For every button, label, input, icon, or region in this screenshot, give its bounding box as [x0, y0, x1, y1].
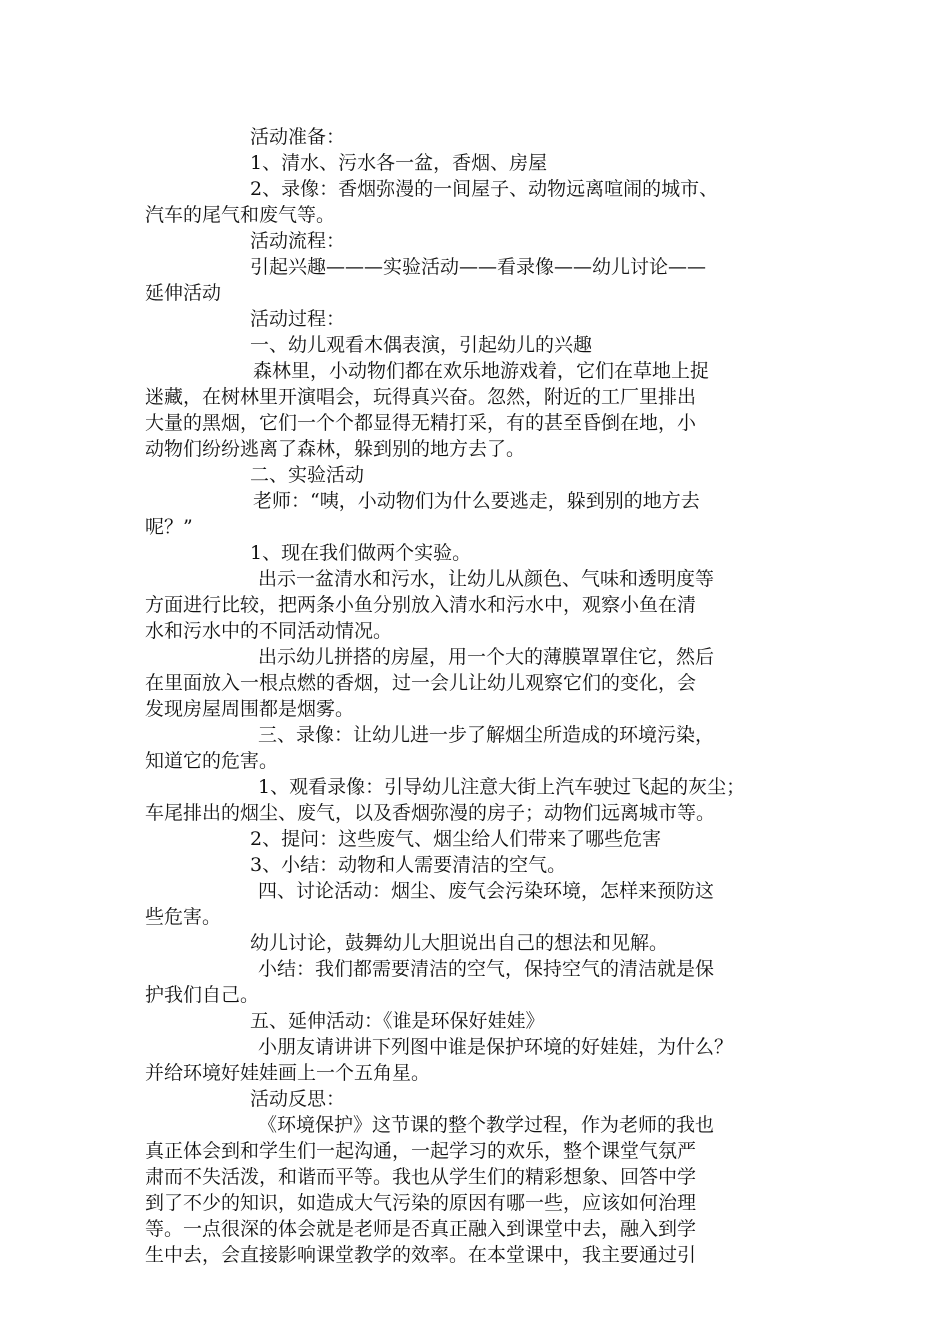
paragraph-line: 2、提问：这些废气、烟尘给人们带来了哪些危害	[250, 828, 662, 850]
paragraph-line: 水和污水中的不同活动情况。	[145, 620, 393, 642]
paragraph-line: 并给环境好娃娃画上一个五角星。	[145, 1062, 431, 1084]
paragraph-line: 在里面放入一根点燃的香烟，过一会儿让幼儿观察它们的变化，会	[145, 672, 697, 694]
paragraph-line: 汽车的尾气和废气等。	[145, 204, 336, 226]
heading-reflection: 活动反思：	[250, 1088, 346, 1110]
paragraph-line: 等。一点很深的体会就是老师是否真正融入到课堂中去，融入到学	[145, 1218, 697, 1240]
heading-process: 活动流程：	[250, 230, 346, 252]
paragraph-line: 些危害。	[145, 906, 222, 928]
paragraph-line: 1、现在我们做两个实验。	[250, 542, 472, 564]
paragraph-line: 生中去，会直接影响课堂教学的效率。在本堂课中，我主要通过引	[145, 1244, 697, 1266]
paragraph-line: 老师：“咦，小动物们为什么要逃走，躲到别的地方去	[253, 490, 700, 512]
paragraph-line: 呢？”	[145, 516, 193, 538]
paragraph-line: 引起兴趣———实验活动——看录像——幼儿讨论——	[250, 256, 707, 278]
paragraph-line: 出示幼儿拼搭的房屋，用一个大的薄膜罩罩住它，然后	[258, 646, 715, 668]
paragraph-line: 知道它的危害。	[145, 750, 279, 772]
paragraph-line: 小朋友请讲讲下列图中谁是保护环境的好娃娃，为什么？	[258, 1036, 734, 1058]
paragraph-line: 迷藏，在树林里开演唱会，玩得真兴奋。忽然，附近的工厂里排出	[145, 386, 697, 408]
paragraph-line: 方面进行比较，把两条小鱼分别放入清水和污水中，观察小鱼在清	[145, 594, 697, 616]
paragraph-line: 1、清水、污水各一盆，香烟、房屋	[250, 152, 548, 174]
paragraph-line: 3、小结：动物和人需要清洁的空气。	[250, 854, 567, 876]
heading-procedure: 活动过程：	[250, 308, 346, 330]
paragraph-line: 护我们自己。	[145, 984, 260, 1006]
paragraph-line: 大量的黑烟，它们一个个都显得无精打采，有的甚至昏倒在地，小	[145, 412, 697, 434]
heading-preparation: 活动准备：	[250, 126, 346, 148]
paragraph-line: 1、观看录像：引导幼儿注意大街上汽车驶过飞起的灰尘；	[258, 776, 746, 798]
section-heading: 三、录像：让幼儿进一步了解烟尘所造成的环境污染，	[258, 724, 715, 746]
paragraph-line: 小结：我们都需要清洁的空气，保持空气的清洁就是保	[258, 958, 715, 980]
section-heading: 五、延伸活动：《谁是环保好娃娃》	[250, 1010, 545, 1032]
paragraph-line: 到了不少的知识，如造成大气污染的原因有哪一些，应该如何治理	[145, 1192, 697, 1214]
section-heading: 一、幼儿观看木偶表演，引起幼儿的兴趣	[250, 334, 593, 356]
section-heading: 二、实验活动	[250, 464, 365, 486]
section-heading: 四、讨论活动：烟尘、废气会污染环境，怎样来预防这	[258, 880, 715, 902]
paragraph-line: 森林里，小动物们都在欢乐地游戏着，它们在草地上捉	[253, 360, 710, 382]
paragraph-line: 肃而不失活泼，和谐而平等。我也从学生们的精彩想象、回答中学	[145, 1166, 697, 1188]
paragraph-line: 幼儿讨论，鼓舞幼儿大胆说出自己的想法和见解。	[250, 932, 669, 954]
paragraph-line: 出示一盆清水和污水，让幼儿从颜色、气味和透明度等	[258, 568, 715, 590]
paragraph-line: 《环境保护》这节课的整个教学过程，作为老师的我也	[258, 1114, 715, 1136]
paragraph-line: 发现房屋周围都是烟雾。	[145, 698, 355, 720]
paragraph-line: 真正体会到和学生们一起沟通，一起学习的欢乐，整个课堂气氛严	[145, 1140, 697, 1162]
paragraph-line: 延伸活动	[145, 282, 222, 304]
paragraph-line: 车尾排出的烟尘、废气，以及香烟弥漫的房子；动物们远离城市等。	[145, 802, 716, 824]
paragraph-line: 2、录像：香烟弥漫的一间屋子、动物远离喧闹的城市、	[250, 178, 719, 200]
paragraph-line: 动物们纷纷逃离了森林，躲到别的地方去了。	[145, 438, 526, 460]
